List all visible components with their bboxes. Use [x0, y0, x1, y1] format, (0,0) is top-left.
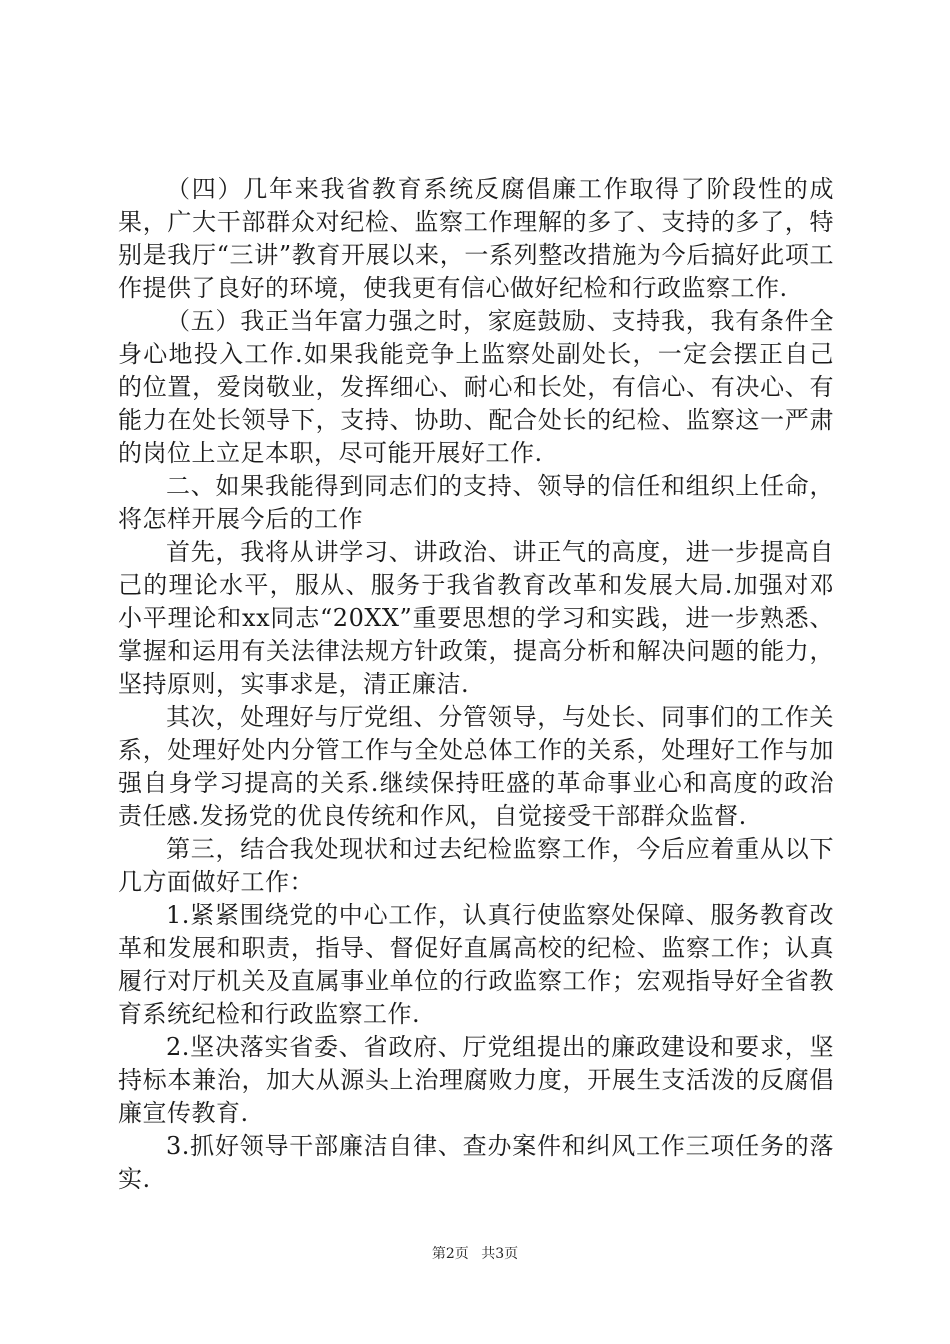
paragraph-third: 第三，结合我处现状和过去纪检监察工作，今后应着重从以下几方面做好工作： — [118, 835, 834, 896]
document-body — [118, 173, 834, 1196]
list-item-2: 2.坚决落实省委、省政府、厅党组提出的廉政建设和要求，坚持标本兼治，加大从源头上治理腐败力度，开展生支活泼的反腐倡廉宣传教育. — [118, 1033, 834, 1127]
paragraph-second: 其次，处理好与厅党组、分管领导，与处长、同事们的工作关系，处理好处内分管工作与全处总体工作的关系，处理好工作与加强自身学习提高的关系.继续保持旺盛的革命事业心和高度的政治责任感.发扬党的优良传统和作风，自觉接受干部群众监督. — [118, 703, 834, 830]
section-heading-2: 二、如果我能得到同志们的支持、领导的信任和组织上任命，将怎样开展今后的工作 — [118, 472, 834, 533]
paragraph-first: 首先，我将从讲学习、讲政治、讲正气的高度，进一步提高自己的理论水平，服从、服务于我省教育改革和发展大局.加强对邓小平理论和xx同志“20XX”重要思想的学习和实践，进一步熟悉、掌握和运用有关法律法规方针政策，提高分析和解决问题的能力，坚持原则，实事求是，清正廉洁. — [118, 538, 834, 698]
list-item-3: 3.抓好领导干部廉洁自律、查办案件和纠风工作三项任务的落实. — [118, 1132, 834, 1193]
list-item-1: 1.紧紧围绕党的中心工作，认真行使监察处保障、服务教育改革和发展和职责，指导、督促好直属高校的纪检、监察工作；认真履行对厅机关及直属事业单位的行政监察工作；宏观指导好全省教育系统纪检和行政监察工作. — [118, 901, 834, 1028]
paragraph-4: （四）几年来我省教育系统反腐倡廉工作取得了阶段性的成果，广大干部群众对纪检、监察工作理解的多了、支持的多了，特别是我厅“三讲”教育开展以来，一系列整改措施为今后搞好此项工作提供了良好的环境，使我更有信心做好纪检和行政监察工作. — [118, 175, 834, 302]
paragraph-5: （五）我正当年富力强之时，家庭鼓励、支持我，我有条件全身心地投入工作.如果我能竞争上监察处副处长，一定会摆正自己的位置，爱岗敬业，发挥细心、耐心和长处，有信心、有决心、有能力在处长领导下，支持、协助、配合处长的纪检、监察这一严肃的岗位上立足本职，尽可能开展好工作. — [118, 307, 834, 467]
page-number: 第2页 — [431, 1246, 469, 1262]
page-total: 共3页 — [481, 1246, 519, 1262]
page-footer — [0, 1244, 950, 1264]
